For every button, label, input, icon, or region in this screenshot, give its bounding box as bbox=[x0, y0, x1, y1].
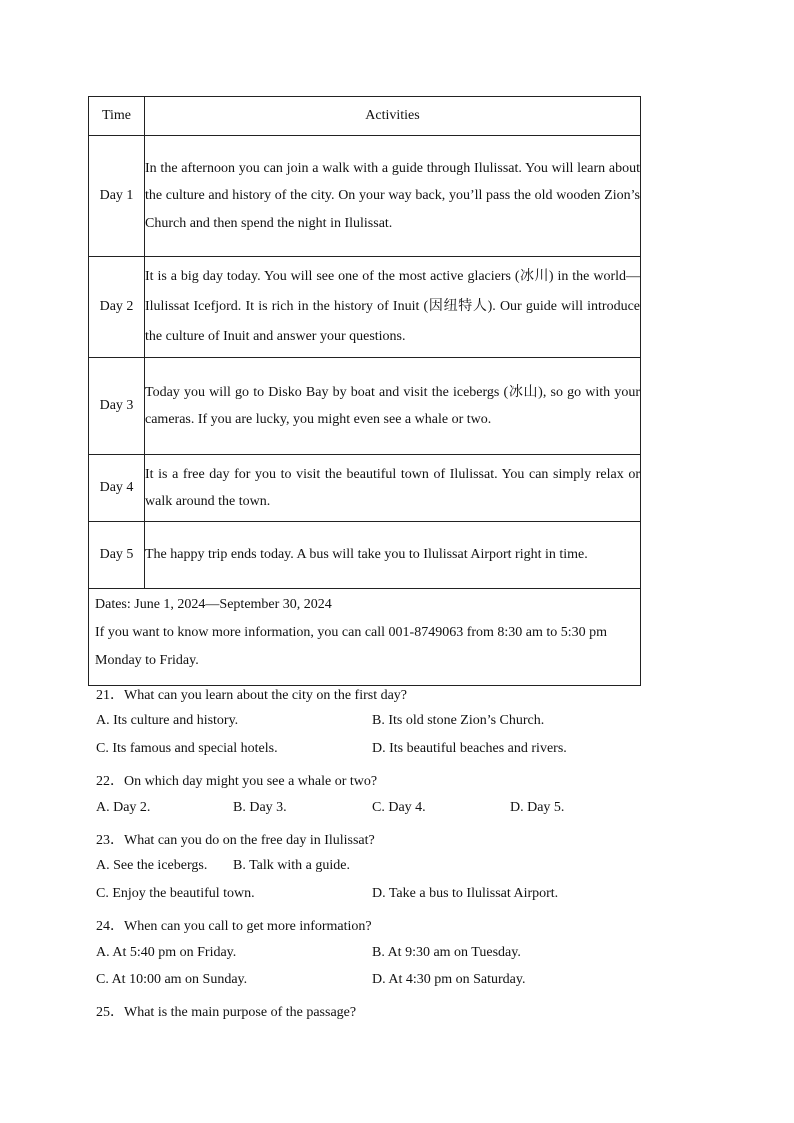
activity-text: It is a big day today. You will see one of the most active glaciers (冰川) in the world—Ilulissat Icefjord. It is rich in the history of Inuit (因纽特人). Our guide will introduce the culture of Inuit and answer your questions. bbox=[145, 257, 641, 358]
day-label: Day 1 bbox=[89, 136, 145, 257]
table-footer-row bbox=[89, 589, 641, 686]
activity-text: Today you will go to Disko Bay by boat and visit the icebergs (冰山), so go with your cameras. If you are lucky, you might even see a whale or two. bbox=[145, 358, 641, 455]
dates-text: Dates: June 1, 2024—September 30, 2024 bbox=[95, 597, 332, 612]
option-24-a: A. At 5:40 pm on Friday. bbox=[96, 945, 237, 960]
table-row bbox=[89, 455, 641, 522]
day-label: Day 2 bbox=[89, 257, 145, 358]
option-21-c: C. Its famous and special hotels. bbox=[96, 741, 278, 756]
option-22-c: C. Day 4. bbox=[372, 800, 426, 815]
option-23-d: D. Take a bus to Ilulissat Airport. bbox=[372, 886, 559, 901]
question-21: 21．What can you learn about the city on the first day? bbox=[96, 688, 408, 703]
contact-info: If you want to know more information, you can call 001-8749063 from 8:30 am to 5:30 pm Monday to Friday. bbox=[95, 625, 608, 668]
option-24-d: D. At 4:30 pm on Saturday. bbox=[372, 972, 526, 987]
option-23-c: C. Enjoy the beautiful town. bbox=[96, 886, 255, 901]
table-row bbox=[89, 136, 641, 257]
question-23: 23．What can you do on the free day in Ilulissat? bbox=[96, 833, 375, 848]
question-22: 22．On which day might you see a whale or two? bbox=[96, 774, 378, 789]
day-label: Day 5 bbox=[89, 522, 145, 589]
option-22-d: D. Day 5. bbox=[510, 800, 565, 815]
table-row bbox=[89, 257, 641, 358]
option-21-d: D. Its beautiful beaches and rivers. bbox=[372, 741, 567, 756]
option-21-a: A. Its culture and history. bbox=[96, 713, 239, 728]
header-time: Time bbox=[89, 97, 145, 136]
activity-text: It is a free day for you to visit the beautiful town of Ilulissat. You can simply relax or walk around the town. bbox=[145, 455, 641, 522]
option-24-c: C. At 10:00 am on Sunday. bbox=[96, 972, 248, 987]
option-22-a: A. Day 2. bbox=[96, 800, 151, 815]
day-label: Day 3 bbox=[89, 358, 145, 455]
option-23-a: A. See the icebergs. bbox=[96, 858, 208, 873]
table-row bbox=[89, 358, 641, 455]
table-footer bbox=[89, 589, 641, 686]
option-24-b: B. At 9:30 am on Tuesday. bbox=[372, 945, 521, 960]
question-24: 24．When can you call to get more information? bbox=[96, 919, 372, 934]
itinerary-table bbox=[88, 96, 641, 686]
table-header-row bbox=[89, 97, 641, 136]
activity-text: The happy trip ends today. A bus will take you to Ilulissat Airport right in time. bbox=[145, 522, 641, 589]
option-22-b: B. Day 3. bbox=[233, 800, 287, 815]
table-row bbox=[89, 522, 641, 589]
day-label: Day 4 bbox=[89, 455, 145, 522]
option-21-b: B. Its old stone Zion’s Church. bbox=[372, 713, 545, 728]
header-activities: Activities bbox=[145, 97, 641, 136]
question-25: 25．What is the main purpose of the passage? bbox=[96, 1005, 357, 1020]
option-23-b: B. Talk with a guide. bbox=[233, 858, 350, 873]
activity-text: In the afternoon you can join a walk with a guide through Ilulissat. You will learn about the culture and history of the city. On your way back, you’ll pass the old wooden Zion’s Church and then spend the night in Ilulissat. bbox=[145, 136, 641, 257]
